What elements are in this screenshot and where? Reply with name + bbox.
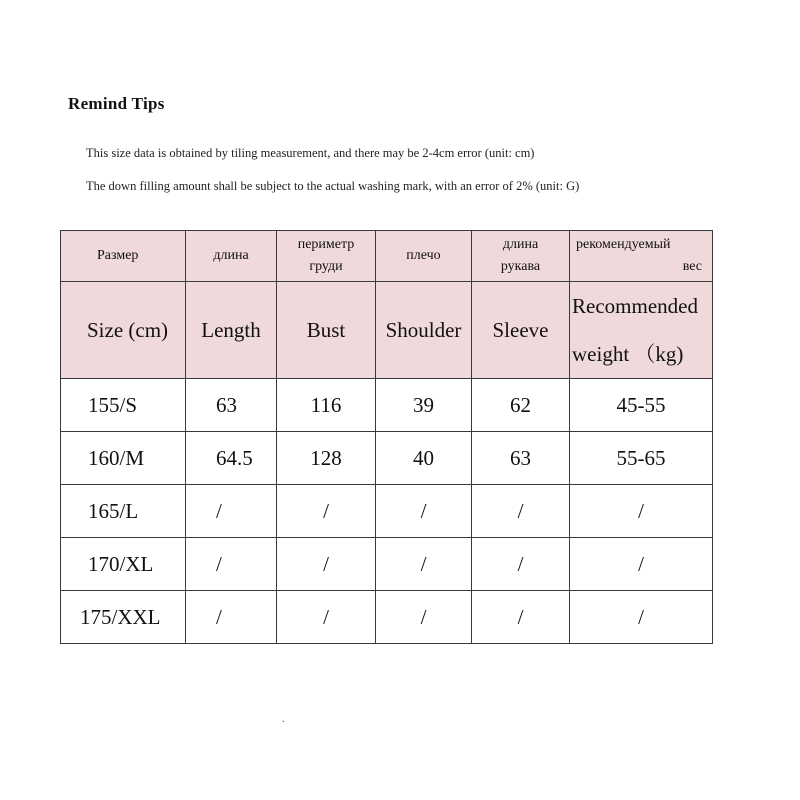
header-ru-weight-line2: вес	[682, 259, 702, 274]
cell-shoulder: /	[376, 538, 472, 591]
cell-weight: /	[570, 538, 713, 591]
cell-sleeve: 63	[472, 432, 570, 485]
table-row	[61, 379, 713, 432]
cell-size: 175/XXL	[61, 591, 186, 644]
cell-size: 160/M	[61, 432, 186, 485]
cell-bust: /	[277, 538, 376, 591]
cell-sleeve: /	[472, 591, 570, 644]
table-row	[61, 591, 713, 644]
size-chart-table	[60, 230, 713, 644]
cell-length: 64.5	[186, 432, 277, 485]
header-en-size: Size (cm)	[61, 282, 186, 379]
note-measurement: This size data is obtained by tiling measurement, and there may be 2-4cm error (unit: cm)	[86, 146, 535, 160]
header-ru-length: длина	[186, 231, 277, 282]
header-ru-sleeve	[472, 231, 570, 282]
header-ru-size: Размер	[61, 231, 186, 282]
cell-sleeve: /	[472, 538, 570, 591]
header-en-weight	[570, 282, 713, 379]
cell-shoulder: 40	[376, 432, 472, 485]
cell-shoulder: /	[376, 591, 472, 644]
header-ru-weight	[570, 231, 713, 282]
cell-bust: /	[277, 591, 376, 644]
header-en-bust: Bust	[277, 282, 376, 379]
cell-sleeve: 62	[472, 379, 570, 432]
cell-length: 63	[186, 379, 277, 432]
cell-size: 165/L	[61, 485, 186, 538]
footer-dot: .	[282, 714, 285, 725]
cell-shoulder: /	[376, 485, 472, 538]
header-ru-bust	[277, 231, 376, 282]
header-ru-sleeve-line1: длина	[502, 237, 539, 252]
cell-length: /	[186, 591, 277, 644]
cell-shoulder: 39	[376, 379, 472, 432]
header-en-weight-line1: Recommended	[572, 294, 698, 318]
table-row	[61, 538, 713, 591]
table-row	[61, 432, 713, 485]
header-en-length: Length	[186, 282, 277, 379]
cell-weight: /	[570, 591, 713, 644]
cell-bust: 116	[277, 379, 376, 432]
page-title: Remind Tips	[68, 94, 165, 113]
header-ru-sleeve-line2: рукава	[500, 259, 541, 274]
header-en-weight-line2: weight （kg)	[572, 342, 684, 366]
cell-length: /	[186, 538, 277, 591]
table-row	[61, 485, 713, 538]
cell-weight: /	[570, 485, 713, 538]
cell-bust: /	[277, 485, 376, 538]
header-ru-weight-line1: рекомендуемый	[576, 237, 671, 252]
cell-size: 170/XL	[61, 538, 186, 591]
cell-weight: 55-65	[570, 432, 713, 485]
cell-bust: 128	[277, 432, 376, 485]
note-down-filling: The down filling amount shall be subject to the actual washing mark, with an error of 2% (unit: G)	[86, 179, 580, 193]
header-ru-shoulder: плечо	[376, 231, 472, 282]
header-row-russian	[61, 231, 713, 282]
header-ru-bust-line2: груди	[309, 259, 343, 274]
header-en-shoulder: Shoulder	[376, 282, 472, 379]
header-ru-bust-line1: периметр	[297, 237, 355, 252]
cell-length: /	[186, 485, 277, 538]
header-en-sleeve: Sleeve	[472, 282, 570, 379]
header-row-english	[61, 282, 713, 379]
cell-weight: 45-55	[570, 379, 713, 432]
cell-size: 155/S	[61, 379, 186, 432]
cell-sleeve: /	[472, 485, 570, 538]
